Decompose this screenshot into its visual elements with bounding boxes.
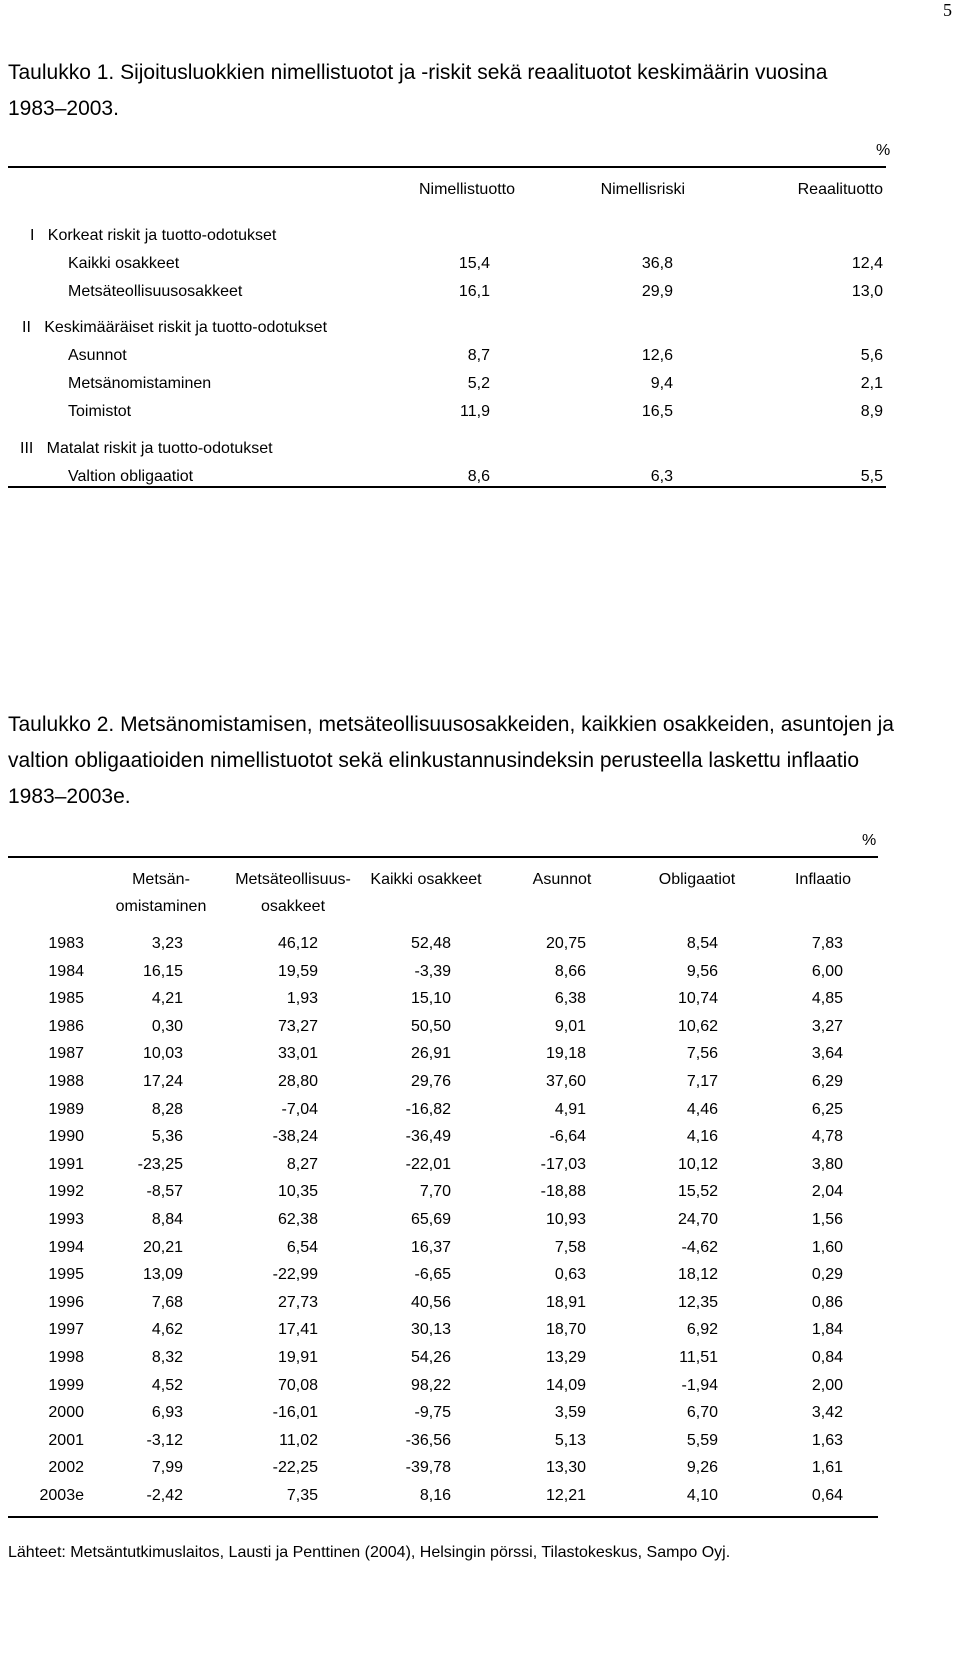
table2-cell: 7,35: [286, 1487, 318, 1504]
table2-cell: 1,56: [811, 1211, 843, 1228]
table1-cell: 16,1: [458, 283, 490, 300]
table2-cell: 7,58: [554, 1239, 586, 1256]
table2-cell: 7,70: [419, 1183, 451, 1200]
table2-cell: 40,56: [410, 1294, 451, 1311]
table2-cell: 8,27: [286, 1156, 318, 1173]
table2-cell: 6,93: [151, 1404, 183, 1421]
table1-cell: 8,7: [467, 347, 490, 364]
table2-cell: 20,75: [545, 935, 586, 952]
table2-year: 1994: [48, 1239, 84, 1256]
table2-unit: %: [862, 832, 877, 849]
table2-year: 1989: [48, 1101, 84, 1118]
table1-row-name: Kaikki osakkeet: [68, 255, 180, 272]
table2-header: Metsän-: [132, 871, 190, 888]
table2-cell: -22,99: [272, 1266, 318, 1283]
table2-cell: 1,61: [811, 1459, 843, 1476]
table2-cell: 24,70: [677, 1211, 718, 1228]
table2-cell: -16,01: [272, 1404, 318, 1421]
table1-cell: 2,1: [860, 375, 883, 392]
table2-cell: 4,10: [686, 1487, 718, 1504]
table2-cell: 6,29: [811, 1073, 843, 1090]
table2-cell: 65,69: [410, 1211, 451, 1228]
table2-cell: -36,56: [405, 1432, 451, 1449]
table2-cell: 1,84: [811, 1321, 843, 1338]
table1-top-rule: [8, 166, 886, 168]
table2-header: osakkeet: [260, 898, 326, 915]
table1-caption-line1: Taulukko 1. Sijoitusluokkien nimellistuotot ja -riskit sekä reaalituotot keskimäärin vuosina: [8, 61, 828, 84]
table1-header: Reaalituotto: [797, 181, 883, 198]
table1-caption-line2: 1983–2003.: [8, 97, 119, 120]
table2-year: 1995: [48, 1266, 84, 1283]
table1-cell: 13,0: [851, 283, 883, 300]
table1-cell: 12,6: [641, 347, 673, 364]
source-note: Lähteet: Metsäntutkimuslaitos, Lausti ja Penttinen (2004), Helsingin pörssi, Tilastokeskus, Sampo Oyj.: [8, 1544, 731, 1561]
table2-cell: 7,99: [151, 1459, 183, 1476]
table1-row-name: Metsänomistaminen: [68, 375, 212, 392]
table2-cell: 7,68: [151, 1294, 183, 1311]
table2-cell: 12,35: [677, 1294, 718, 1311]
table2-cell: 70,08: [277, 1377, 318, 1394]
table2-cell: 4,85: [811, 990, 843, 1007]
table2-cell: 6,25: [811, 1101, 843, 1118]
table2-cell: 17,24: [142, 1073, 183, 1090]
table2-cell: 10,12: [677, 1156, 718, 1173]
table2-header: omistaminen: [115, 898, 207, 915]
table2-cell: -6,64: [549, 1128, 586, 1145]
table2-header: Asunnot: [532, 871, 592, 888]
table2-cell: 6,54: [286, 1239, 318, 1256]
table2-cell: 2,00: [811, 1377, 843, 1394]
table1-cell: 29,9: [641, 283, 673, 300]
table2-cell: 8,66: [554, 963, 586, 980]
table1-cell: 15,4: [458, 255, 490, 272]
table2-cell: -23,25: [137, 1156, 183, 1173]
table2-cell: 18,91: [545, 1294, 586, 1311]
table2-cell: 4,78: [811, 1128, 843, 1145]
table2-year: 2001: [48, 1432, 84, 1449]
table2-cell: 62,38: [277, 1211, 318, 1228]
table2-caption-line1: Taulukko 2. Metsänomistamisen, metsäteollisuusosakkeiden, kaikkien osakkeiden, asuntojen ja: [8, 713, 894, 736]
table2-cell: 50,50: [410, 1018, 451, 1035]
table2-cell: 18,12: [677, 1266, 718, 1283]
table2-cell: 7,17: [686, 1073, 718, 1090]
table2-year: 1997: [48, 1321, 84, 1338]
table2-cell: 1,63: [811, 1432, 843, 1449]
table2-cell: 9,26: [686, 1459, 718, 1476]
table2-cell: 26,91: [410, 1045, 451, 1062]
table1-cell: 8,9: [860, 403, 883, 420]
table2-year: 1993: [48, 1211, 84, 1228]
table2-cell: 0,63: [554, 1266, 586, 1283]
table2-cell: 15,10: [410, 990, 451, 1007]
table2-cell: -22,01: [405, 1156, 451, 1173]
table2-cell: -16,82: [405, 1101, 451, 1118]
table2-cell: 9,01: [554, 1018, 586, 1035]
table2-cell: 10,35: [277, 1183, 318, 1200]
table1-group-label: III Matalat riskit ja tuotto-odotukset: [20, 440, 273, 457]
table2-cell: 4,62: [151, 1321, 183, 1338]
table2-header: Inflaatio: [794, 871, 852, 888]
table2-year: 1988: [48, 1073, 84, 1090]
table2-cell: 3,27: [811, 1018, 843, 1035]
table2-cell: -3,39: [414, 963, 451, 980]
table2-cell: -9,75: [414, 1404, 451, 1421]
table2-cell: 54,26: [410, 1349, 451, 1366]
table2-cell: 4,52: [151, 1377, 183, 1394]
table2-cell: 4,46: [686, 1101, 718, 1118]
table2-cell: 4,21: [151, 990, 183, 1007]
table2-cell: 27,73: [277, 1294, 318, 1311]
table2-cell: 0,84: [811, 1349, 843, 1366]
table2-cell: -38,24: [272, 1128, 318, 1145]
table2-cell: 5,13: [554, 1432, 586, 1449]
table2-cell: -4,62: [681, 1239, 718, 1256]
table2-cell: 3,59: [554, 1404, 586, 1421]
table1-cell: 12,4: [851, 255, 883, 272]
table2-cell: 10,03: [142, 1045, 183, 1062]
table2-cell: 16,37: [410, 1239, 451, 1256]
table2-cell: 3,23: [151, 935, 183, 952]
table2-cell: 29,76: [410, 1073, 451, 1090]
table2-cell: 9,56: [686, 963, 718, 980]
table2-cell: 19,59: [277, 963, 318, 980]
table2-cell: 12,21: [545, 1487, 586, 1504]
table2-cell: 5,59: [686, 1432, 718, 1449]
table1-row-name: Valtion obligaatiot: [68, 468, 194, 485]
table2-cell: -6,65: [414, 1266, 451, 1283]
table1-cell: 36,8: [641, 255, 673, 272]
table2-cell: -8,57: [146, 1183, 183, 1200]
table2-caption-line3: 1983–2003e.: [8, 785, 131, 808]
table2-header: Metsäteollisuus-: [235, 871, 351, 888]
table2-year: 1984: [48, 963, 84, 980]
table2-cell: 11,02: [279, 1432, 318, 1449]
table2-cell: 30,13: [410, 1321, 451, 1338]
table2-year: 2003e: [39, 1487, 84, 1504]
table2-cell: 15,52: [677, 1183, 718, 1200]
table2-cell: 13,30: [545, 1459, 586, 1476]
table2-cell: 8,16: [419, 1487, 451, 1504]
table1-cell: 9,4: [650, 375, 673, 392]
table2-year: 1990: [48, 1128, 84, 1145]
page-number: 5: [943, 0, 952, 20]
table2-cell: 28,80: [277, 1073, 318, 1090]
table2-cell: 0,64: [811, 1487, 843, 1504]
table2-cell: 0,29: [811, 1266, 843, 1283]
table2-cell: -3,12: [146, 1432, 183, 1449]
table1-header: Nimellisriski: [600, 181, 685, 198]
table2-cell: 73,27: [277, 1018, 318, 1035]
table2-header: Kaikki osakkeet: [370, 871, 482, 888]
table2-cell: -18,88: [540, 1183, 586, 1200]
table1-cell: 5,5: [860, 468, 883, 485]
table2-cell: 98,22: [410, 1377, 451, 1394]
table2-cell: 20,21: [142, 1239, 183, 1256]
table2-year: 2000: [48, 1404, 84, 1421]
table1-cell: 5,6: [860, 347, 883, 364]
table2-year: 1987: [48, 1045, 84, 1062]
table1-group-label: I Korkeat riskit ja tuotto-odotukset: [30, 227, 277, 244]
table2-cell: 6,70: [686, 1404, 718, 1421]
table1-cell: 11,9: [460, 403, 490, 420]
table2-cell: -2,42: [146, 1487, 183, 1504]
table2-year: 1986: [48, 1018, 84, 1035]
table2-cell: 3,42: [811, 1404, 843, 1421]
table2-cell: 16,15: [142, 963, 183, 980]
table2-cell: 8,32: [151, 1349, 183, 1366]
table2-cell: -22,25: [272, 1459, 318, 1476]
table1-cell: 8,6: [467, 468, 490, 485]
table1-row-name: Metsäteollisuusosakkeet: [68, 283, 243, 300]
table2-cell: 8,54: [686, 935, 718, 952]
table2-cell: -1,94: [681, 1377, 718, 1394]
table2-cell: 0,86: [811, 1294, 843, 1311]
table2-top-rule: [8, 856, 878, 858]
table1-row-name: Asunnot: [68, 347, 127, 364]
table2-year: 1985: [48, 990, 84, 1007]
table2-cell: 10,62: [677, 1018, 718, 1035]
table1-group-label: II Keskimääräiset riskit ja tuotto-odotukset: [22, 319, 328, 336]
table2-header: Obligaatiot: [658, 871, 736, 888]
table2-cell: 3,64: [811, 1045, 843, 1062]
table2-cell: 46,12: [277, 935, 318, 952]
table2-cell: 6,38: [554, 990, 586, 1007]
table2-cell: -7,04: [281, 1101, 318, 1118]
table2-year: 1999: [48, 1377, 84, 1394]
table2-year: 1996: [48, 1294, 84, 1311]
table2-cell: 13,29: [545, 1349, 586, 1366]
table2-cell: 1,60: [811, 1239, 843, 1256]
table1-row-name: Toimistot: [68, 403, 132, 420]
table1-header: Nimellistuotto: [418, 181, 515, 198]
table2-cell: 19,18: [545, 1045, 586, 1062]
table2-cell: 37,60: [545, 1073, 586, 1090]
table2-year: 1983: [48, 935, 84, 952]
table2-cell: 10,74: [677, 990, 718, 1007]
table1-cell: 16,5: [641, 403, 673, 420]
table2-cell: 33,01: [277, 1045, 318, 1062]
table2-cell: 1,93: [286, 990, 318, 1007]
table2-cell: 18,70: [545, 1321, 586, 1338]
table2-year: 1992: [48, 1183, 84, 1200]
table2-cell: 10,93: [545, 1211, 586, 1228]
table2-cell: 4,16: [686, 1128, 718, 1145]
table2-cell: 19,91: [277, 1349, 318, 1366]
table2-cell: 4,91: [554, 1101, 586, 1118]
table2-cell: 13,09: [142, 1266, 183, 1283]
table2-cell: 3,80: [811, 1156, 843, 1173]
table2-cell: 7,56: [686, 1045, 718, 1062]
table1-cell: 5,2: [467, 375, 490, 392]
table2-cell: 14,09: [545, 1377, 586, 1394]
table2-year: 1991: [48, 1156, 84, 1173]
table2-cell: 8,28: [151, 1101, 183, 1118]
table2-cell: 5,36: [151, 1128, 183, 1145]
table2-cell: 11,51: [679, 1349, 718, 1366]
table2-cell: 6,92: [686, 1321, 718, 1338]
table1-bottom-rule: [8, 486, 886, 488]
table2-year: 2002: [48, 1459, 84, 1476]
table1-unit: %: [876, 142, 891, 159]
table2-cell: 17,41: [277, 1321, 318, 1338]
table2-caption-line2: valtion obligaatioiden nimellistuotot sekä elinkustannusindeksin perusteella laskettu inflaatio: [8, 749, 860, 772]
table2-cell: 6,00: [811, 963, 843, 980]
table1-cell: 6,3: [650, 468, 673, 485]
table2-bottom-rule: [8, 1516, 878, 1518]
table2-cell: 52,48: [410, 935, 451, 952]
table2-year: 1998: [48, 1349, 84, 1366]
table2-cell: 7,83: [811, 935, 843, 952]
table2-cell: 0,30: [151, 1018, 183, 1035]
table2-cell: 8,84: [151, 1211, 183, 1228]
table2-cell: 2,04: [811, 1183, 843, 1200]
table2-cell: -17,03: [540, 1156, 586, 1173]
table2-cell: -39,78: [405, 1459, 451, 1476]
table2-cell: -36,49: [405, 1128, 451, 1145]
